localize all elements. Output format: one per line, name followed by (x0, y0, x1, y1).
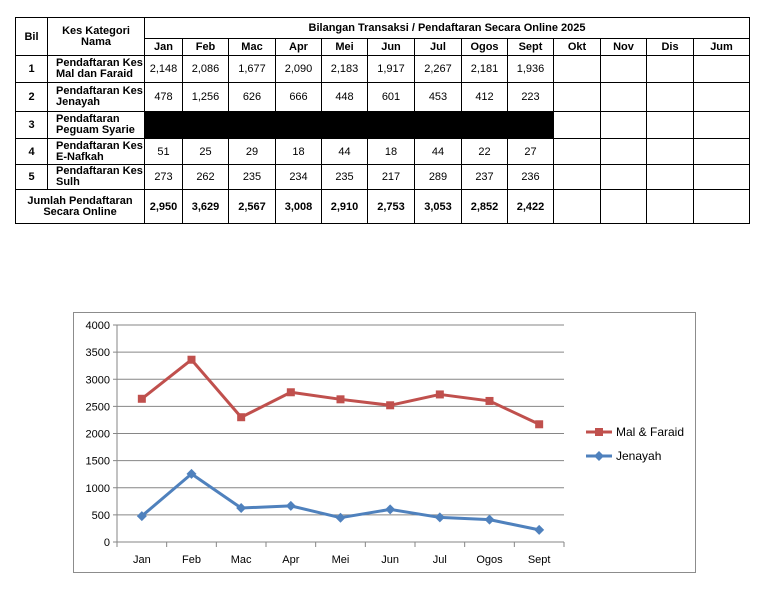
table-cell: 25 (183, 139, 229, 165)
table-cell: 44 (322, 139, 368, 165)
total-cell (694, 190, 750, 224)
table-cell: 453 (415, 83, 462, 112)
chart-area (73, 312, 696, 573)
x-tick-label: Feb (182, 554, 201, 566)
blacked-out-cell (145, 112, 554, 139)
x-tick-label: Apr (282, 554, 300, 566)
total-cell: 2,950 (145, 190, 183, 224)
data-point (188, 356, 196, 364)
data-point (435, 512, 445, 522)
table-cell: 223 (508, 83, 554, 112)
row-category: Pendaftaran Kes Jenayah (48, 83, 145, 112)
data-point (535, 420, 543, 428)
table-cell (601, 139, 647, 165)
table-row (16, 165, 750, 190)
header-bil: Bil (16, 18, 48, 56)
data-point (138, 395, 146, 403)
y-tick-label: 3500 (85, 347, 110, 360)
table-cell: 2,148 (145, 56, 183, 83)
data-point (485, 515, 495, 525)
month-header: Apr (276, 39, 322, 56)
table-cell (554, 139, 601, 165)
y-tick-label: 2000 (85, 428, 110, 441)
x-tick-label: Ogos (476, 554, 503, 566)
table-cell (554, 112, 601, 139)
total-cell: 2,852 (462, 190, 508, 224)
x-tick-label: Mac (230, 554, 252, 566)
table-cell: 601 (368, 83, 415, 112)
x-tick-label: Jun (381, 554, 400, 566)
total-cell: 3,629 (183, 190, 229, 224)
month-header: Ogos (462, 39, 508, 56)
data-point (534, 525, 544, 535)
table-cell (694, 56, 750, 83)
data-point (337, 395, 345, 403)
table-cell: 666 (276, 83, 322, 112)
table-cell: 478 (145, 83, 183, 112)
total-cell: 2,753 (368, 190, 415, 224)
table-cell (647, 112, 694, 139)
month-header: Jan (145, 39, 183, 56)
table-cell: 22 (462, 139, 508, 165)
total-cell (647, 190, 694, 224)
legend-label: Jenayah (616, 449, 662, 463)
table-cell (647, 83, 694, 112)
table-cell: 273 (145, 165, 183, 190)
x-tick-label: Sept (527, 554, 551, 566)
table-cell: 412 (462, 83, 508, 112)
table-row (16, 56, 750, 83)
table-cell (694, 139, 750, 165)
row-category: Pendaftaran Kes Mal dan Faraid (48, 56, 145, 83)
table-cell (554, 83, 601, 112)
table-cell: 1,917 (368, 56, 415, 83)
table-cell: 448 (322, 83, 368, 112)
header-row (16, 18, 750, 39)
row-number: 5 (16, 165, 48, 190)
y-tick-label: 500 (91, 509, 110, 522)
row-category: Pendaftaran Peguam Syarie (48, 112, 145, 139)
month-header: Sept (508, 39, 554, 56)
legend-marker (594, 451, 604, 461)
data-point (385, 504, 395, 514)
table-cell: 18 (276, 139, 322, 165)
row-category: Pendaftaran Kes E-Nafkah (48, 139, 145, 165)
table-cell (647, 139, 694, 165)
data-point (237, 413, 245, 421)
month-header: Feb (183, 39, 229, 56)
table-cell (647, 165, 694, 190)
y-tick-label: 4000 (85, 320, 110, 332)
table-cell: 262 (183, 165, 229, 190)
total-cell: 3,053 (415, 190, 462, 224)
y-tick-label: 1500 (85, 455, 110, 468)
table-cell: 289 (415, 165, 462, 190)
row-category: Pendaftaran Kes Sulh (48, 165, 145, 190)
total-label: Jumlah Pendaftaran Secara Online (16, 190, 145, 224)
table-cell: 2,086 (183, 56, 229, 83)
legend-label: Mal & Faraid (616, 425, 685, 439)
row-number: 1 (16, 56, 48, 83)
table-cell (554, 56, 601, 83)
table-cell (647, 56, 694, 83)
data-point (286, 501, 296, 511)
table-row (16, 112, 750, 139)
total-cell (554, 190, 601, 224)
row-number: 3 (16, 112, 48, 139)
header-kategori: Kes Kategori Nama (48, 18, 145, 56)
y-tick-label: 3000 (85, 374, 110, 387)
table-cell: 236 (508, 165, 554, 190)
data-point (386, 401, 394, 409)
month-header: Jum (694, 39, 750, 56)
table-cell: 1,677 (229, 56, 276, 83)
total-cell: 2,910 (322, 190, 368, 224)
table-cell (554, 165, 601, 190)
table-cell: 51 (145, 139, 183, 165)
total-cell (601, 190, 647, 224)
row-number: 4 (16, 139, 48, 165)
registration-table (15, 17, 750, 224)
total-cell: 2,567 (229, 190, 276, 224)
table-cell: 2,090 (276, 56, 322, 83)
table-cell: 217 (368, 165, 415, 190)
y-tick-label: 0 (103, 537, 110, 549)
table-cell (601, 56, 647, 83)
table-cell: 27 (508, 139, 554, 165)
total-row (16, 190, 750, 224)
table-cell (694, 165, 750, 190)
table-cell: 2,267 (415, 56, 462, 83)
line-chart (74, 313, 697, 574)
table-cell: 237 (462, 165, 508, 190)
table-cell (601, 83, 647, 112)
table-row (16, 139, 750, 165)
y-tick-label: 1000 (85, 482, 110, 495)
month-header: Okt (554, 39, 601, 56)
table-cell: 29 (229, 139, 276, 165)
month-header: Jun (368, 39, 415, 56)
table-cell: 2,183 (322, 56, 368, 83)
data-point (336, 513, 346, 523)
total-cell: 2,422 (508, 190, 554, 224)
month-header: Jul (415, 39, 462, 56)
table-cell: 1,256 (183, 83, 229, 112)
data-point (436, 390, 444, 398)
x-tick-label: Mei (331, 554, 350, 566)
total-cell: 3,008 (276, 190, 322, 224)
table-cell: 44 (415, 139, 462, 165)
table-cell: 626 (229, 83, 276, 112)
table-cell (694, 112, 750, 139)
table-cell: 235 (229, 165, 276, 190)
series-line-0 (142, 360, 539, 425)
table-cell (601, 112, 647, 139)
month-header: Nov (601, 39, 647, 56)
table-cell: 2,181 (462, 56, 508, 83)
data-point (287, 388, 295, 396)
x-tick-label: Jul (432, 554, 447, 566)
table-cell (601, 165, 647, 190)
month-header: Mac (229, 39, 276, 56)
table-cell: 1,936 (508, 56, 554, 83)
legend-marker (595, 428, 603, 436)
table-cell: 235 (322, 165, 368, 190)
y-tick-label: 2500 (85, 401, 110, 414)
x-tick-label: Jan (132, 554, 151, 566)
header-group-title: Bilangan Transaksi / Pendaftaran Secara Online 2025 (145, 18, 750, 39)
table-cell (694, 83, 750, 112)
data-point (486, 397, 494, 405)
month-header: Mei (322, 39, 368, 56)
table-cell: 234 (276, 165, 322, 190)
month-header: Dis (647, 39, 694, 56)
table-cell: 18 (368, 139, 415, 165)
table-row (16, 83, 750, 112)
row-number: 2 (16, 83, 48, 112)
